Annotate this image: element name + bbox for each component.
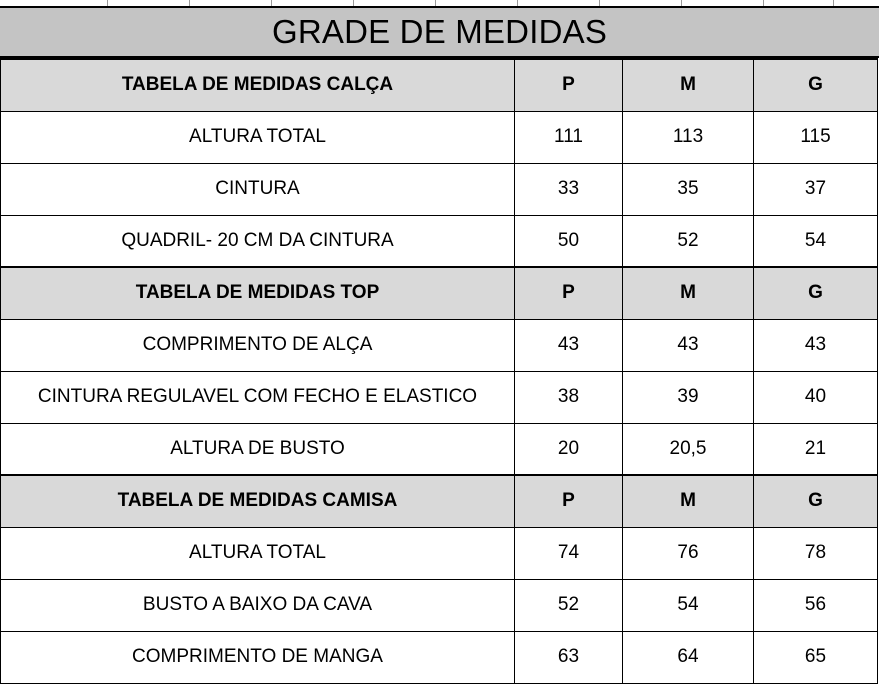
section-header-top <box>1 267 878 319</box>
table-row <box>1 371 878 423</box>
value-g: 115 <box>754 111 878 163</box>
table-row <box>1 423 878 475</box>
value-g: 54 <box>754 215 878 267</box>
value-p: 33 <box>515 163 623 215</box>
value-g: 65 <box>754 631 878 683</box>
measure-label: ALTURA TOTAL <box>1 527 515 579</box>
page-title-bar <box>0 6 879 58</box>
value-m: 35 <box>623 163 754 215</box>
value-g: 40 <box>754 371 878 423</box>
size-header-g: G <box>754 59 878 111</box>
table-row <box>1 579 878 631</box>
value-m: 52 <box>623 215 754 267</box>
measure-label: ALTURA DE BUSTO <box>1 423 515 475</box>
size-header-m: M <box>623 267 754 319</box>
table-row <box>1 163 878 215</box>
section-title: TABELA DE MEDIDAS TOP <box>1 267 515 319</box>
value-m: 76 <box>623 527 754 579</box>
value-g: 56 <box>754 579 878 631</box>
value-m: 113 <box>623 111 754 163</box>
measure-label: BUSTO A BAIXO DA CAVA <box>1 579 515 631</box>
section-header-camisa <box>1 475 878 527</box>
measure-label: ALTURA TOTAL <box>1 111 515 163</box>
value-p: 111 <box>515 111 623 163</box>
value-p: 52 <box>515 579 623 631</box>
measure-label: CINTURA <box>1 163 515 215</box>
value-p: 38 <box>515 371 623 423</box>
section-title: TABELA DE MEDIDAS CAMISA <box>1 475 515 527</box>
table-row <box>1 111 878 163</box>
measure-label: QUADRIL- 20 CM DA CINTURA <box>1 215 515 267</box>
value-g: 37 <box>754 163 878 215</box>
value-p: 50 <box>515 215 623 267</box>
value-g: 21 <box>754 423 878 475</box>
table-row <box>1 527 878 579</box>
size-chart-table <box>0 58 878 684</box>
size-header-p: P <box>515 475 623 527</box>
size-header-p: P <box>515 267 623 319</box>
size-header-m: M <box>623 475 754 527</box>
table-row <box>1 319 878 371</box>
value-m: 43 <box>623 319 754 371</box>
value-m: 64 <box>623 631 754 683</box>
value-p: 43 <box>515 319 623 371</box>
value-m: 20,5 <box>623 423 754 475</box>
value-m: 54 <box>623 579 754 631</box>
value-p: 20 <box>515 423 623 475</box>
measure-label: CINTURA REGULAVEL COM FECHO E ELASTICO <box>1 371 515 423</box>
table-row <box>1 215 878 267</box>
size-header-g: G <box>754 475 878 527</box>
value-p: 63 <box>515 631 623 683</box>
value-p: 74 <box>515 527 623 579</box>
measure-label: COMPRIMENTO DE MANGA <box>1 631 515 683</box>
page-title: GRADE DE MEDIDAS <box>271 13 608 50</box>
table-row <box>1 631 878 683</box>
section-title: TABELA DE MEDIDAS CALÇA <box>1 59 515 111</box>
value-g: 78 <box>754 527 878 579</box>
measure-label: COMPRIMENTO DE ALÇA <box>1 319 515 371</box>
size-header-m: M <box>623 59 754 111</box>
size-header-p: P <box>515 59 623 111</box>
value-m: 39 <box>623 371 754 423</box>
section-header-calca <box>1 59 878 111</box>
size-header-g: G <box>754 267 878 319</box>
value-g: 43 <box>754 319 878 371</box>
